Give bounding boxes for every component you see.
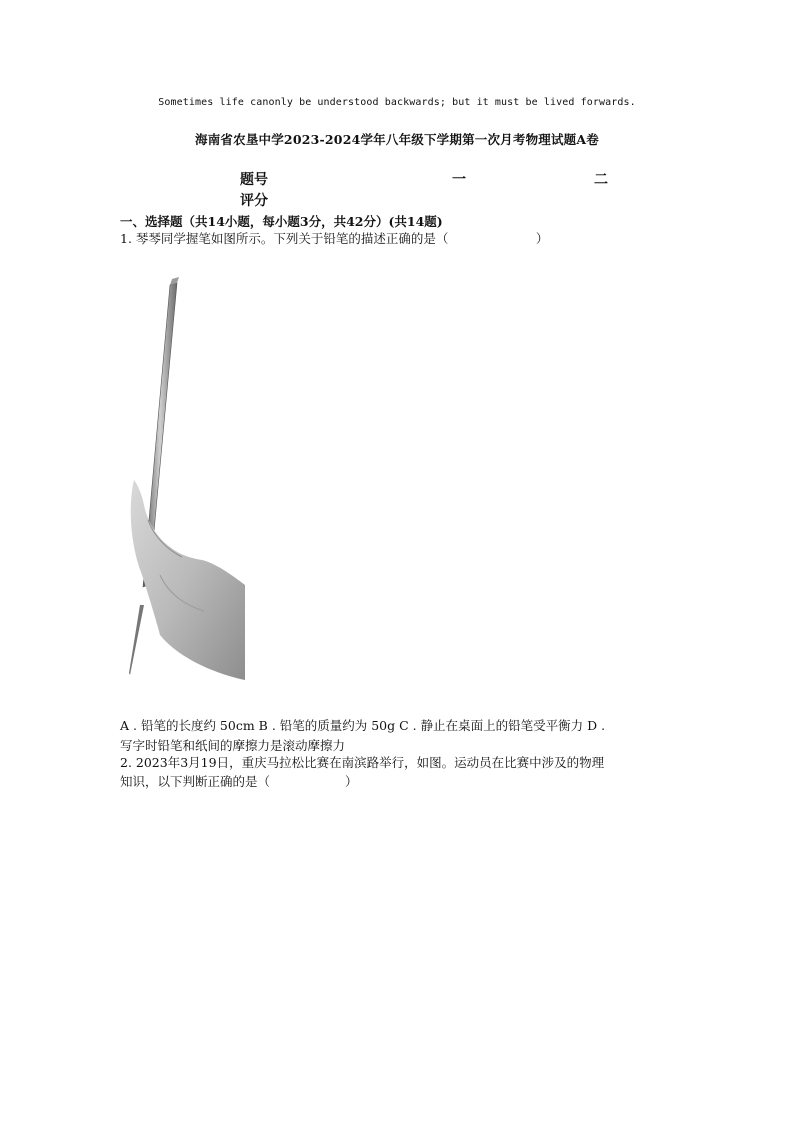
score-table-row1-label: 题号	[240, 172, 268, 188]
question-1-stem: 1. 琴琴同学握笔如图所示。下列关于铅笔的描述正确的是（ ）	[120, 231, 549, 246]
question-1-options-line1: A . 铅笔的长度约 50cm B . 铅笔的质量约为 50g C . 静止在桌面上的铅笔受平衡力 D .	[120, 718, 606, 733]
question-2-stem-line1: 2. 2023年3月19日，重庆马拉松比赛在南滨路举行，如图。运动员在比赛中涉及的物理	[120, 755, 605, 770]
hand-holding-pencil-image	[120, 275, 255, 685]
question-1-options-line2: 写字时铅笔和纸间的摩擦力是滚动摩擦力	[120, 738, 346, 753]
exam-title: 海南省农垦中学2023-2024学年八年级下学期第一次月考物理试题A卷	[195, 132, 599, 147]
score-table-col2: 二	[594, 172, 608, 188]
question-2-stem-line2: 知识，以下判断正确的是（ ）	[120, 774, 358, 789]
header-quote: Sometimes life canonly be understood backwards; but it must be lived forwards.	[158, 97, 636, 108]
section-heading: 一、选择题（共14小题，每小题3分，共42分）(共14题)	[120, 214, 443, 229]
score-table-row2-label: 评分	[240, 193, 268, 209]
score-table-col1: 一	[452, 172, 466, 188]
